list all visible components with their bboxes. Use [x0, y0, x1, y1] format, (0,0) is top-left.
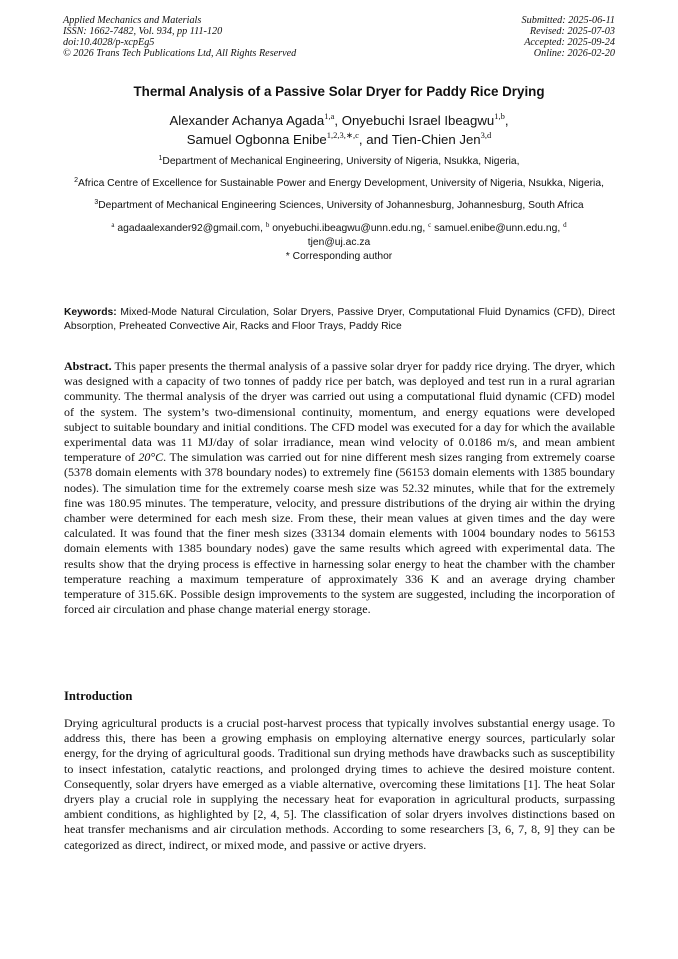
author-superscript: 1,b — [494, 111, 505, 121]
date-submitted: Submitted: 2025-06-11 — [521, 15, 615, 26]
date-accepted: Accepted: 2025-09-24 — [524, 37, 615, 48]
email-address: tjen@uj.ac.za — [307, 237, 371, 248]
abstract-text: This paper presents the thermal analysis of a passive solar dryer for paddy rice drying. The dryer, which was designed with a capacity of two tonnes of paddy rice per batch, was deployed and test run in a rural agrarian community. The thermal analysis of the dryer was carried out using a computational fluid dynamic (CFD) model of the system. The system’s two-dimensional continuity, momentum, and energy equations were developed subject to suitable boundary and initial conditions. The CFD model was executed for a day for which the available experimental data was 11 MJ/day of solar irradiance, mean wind velocity of 0.0186 m/s, and mean ambient temperature of — [64, 359, 615, 465]
affiliation-number: 3 — [94, 199, 99, 206]
affiliations — [66, 155, 612, 264]
abstract-temperature: 20°C — [138, 450, 164, 465]
journal-issn: ISSN: 1662-7482, Vol. 934, pp 111-120 — [63, 26, 223, 37]
date-online: Online: 2026-02-20 — [533, 48, 615, 59]
email-superscript: c — [428, 221, 432, 229]
paper-title: Thermal Analysis of a Passive Solar Dryer for Paddy Rice Drying — [133, 84, 545, 99]
email-superscript: b — [265, 221, 270, 229]
affiliation-text: Africa Centre of Excellence for Sustainable Power and Energy Development, University of Nigeria, Nsukka, Nigeria, — [77, 178, 604, 189]
author-name: Alexander Achanya Agada — [169, 113, 325, 128]
author-superscript: 1,a — [324, 111, 335, 121]
email-superscript: a — [111, 221, 115, 229]
affiliation-number: 1 — [158, 155, 163, 162]
keywords-label: Keywords: — [64, 307, 117, 318]
journal-copyright: © 2026 Trans Tech Publications Ltd, All Rights Reserved — [63, 48, 297, 59]
affiliation-number: 2 — [74, 177, 78, 184]
author-name: Samuel Ogbonna Enibe — [186, 132, 327, 147]
email-list — [66, 222, 612, 250]
affiliation — [66, 177, 612, 191]
affiliation-text: Department of Mechanical Engineering Sciences, University of Johannesburg, Johannesburg, South Africa — [98, 200, 584, 211]
email-address: samuel.enibe@unn.edu.ng, — [434, 223, 561, 234]
affiliation — [66, 155, 612, 169]
email-superscript: d — [563, 221, 567, 229]
journal-header-left — [63, 15, 296, 59]
author-list — [0, 111, 678, 149]
author-superscript: 3,d — [480, 130, 492, 140]
abstract-section — [64, 359, 615, 617]
abstract-label: Abstract. — [64, 359, 112, 373]
author-name: Onyebuchi Israel Ibeagwu — [341, 113, 495, 128]
email-address: onyebuchi.ibeagwu@unn.edu.ng, — [272, 223, 426, 234]
keywords-section — [64, 306, 615, 334]
email-address: agadaalexander92@gmail.com, — [117, 223, 263, 234]
introduction-heading: Introduction — [64, 689, 133, 703]
abstract-text-continued: . The simulation was carried out for nine different mesh sizes ranging from extremely coarse (5378 domain elements with 378 boundary nodes) to extremely fine (56153 domain elements with 1385 boundary nodes). The simulation time for the extremely coarse mesh size was 52.32 minutes, while that for the extremely fine was 180.95 minutes. The temperature, velocity, and pressure distributions of the drying air within the drying chamber were determined for each mesh size. From these, their mean values at given times and the day were calculated. It was found that the finer mesh sizes (33134 domain elements with 1004 boundary nodes to 56153 domain elements with 1385 boundary nodes) gave the same results which agreed with experimental data. The results show that the drying process is effective in harnessing solar energy to heat the chamber with the chamber temperature reaching a maximum temperature of approximately 336 K and an average drying chamber temperature of 315.6K. Possible design improvements to the system are suggested, including the incorporation of forced air circulation and phase change material energy storage. — [64, 450, 615, 617]
affiliation — [66, 199, 612, 213]
introduction-paragraph: Drying agricultural products is a crucial post-harvest process that typically involves substantial energy usage. To address this, there has been a growing emphasis on employing alternative energy sources, particularly solar energy, for the drying of agricultural goods. Traditional sun drying methods have drawbacks such as susceptibility to insect infestation, catalytic reactions, and prolonged drying times to achieve the desired moisture content. Consequently, solar dryers have emerged as a viable alternative, overcoming these limitations [1]. The heat Solar dryers play a crucial role in supplying the necessary heat for evaporation in agricultural products, surpassing ambient conditions, as highlighted by [2, 4, 5]. The classification of solar dryers involves distinctions based on heat transfer mechanisms and air circulation methods. According to some researchers [3, 6, 7, 8, 9] they can be categorized as direct, indirect, or mixed mode, and passive or active dryers. — [64, 716, 615, 852]
author-name: Tien-Chien Jen — [391, 132, 481, 147]
author-line-1: Alexander Achanya Agada$^{1,a}$, Onyebuchi Israel Ibeagwu$^{1,b}$, — [169, 111, 509, 128]
keywords-text: Mixed-Mode Natural Circulation, Solar Dryers, Passive Dryer, Computational Fluid Dynamics (CFD), Direct Absorption, Preheated Convective Air, Racks and Floor Trays, Paddy Rice — [64, 307, 615, 332]
journal-doi: doi:10.4028/p-xcpEg5 — [63, 37, 155, 48]
corresponding-author-note: * Corresponding author — [285, 251, 393, 262]
author-line-2: Samuel Ogbonna Enibe$^{1,2,3,∗,c}$, and Tien-Chien Jen$^{3,d}$ — [186, 130, 492, 147]
journal-header-right — [522, 15, 615, 59]
date-revised: Revised: 2025-07-03 — [529, 26, 615, 37]
author-superscript: 1,2,3,∗,c — [326, 130, 359, 140]
author-connector: and — [366, 132, 389, 147]
affiliation-text: Department of Mechanical Engineering, University of Nigeria, Nsukka, Nigeria, — [162, 156, 520, 167]
journal-name: Applied Mechanics and Materials — [63, 15, 202, 26]
